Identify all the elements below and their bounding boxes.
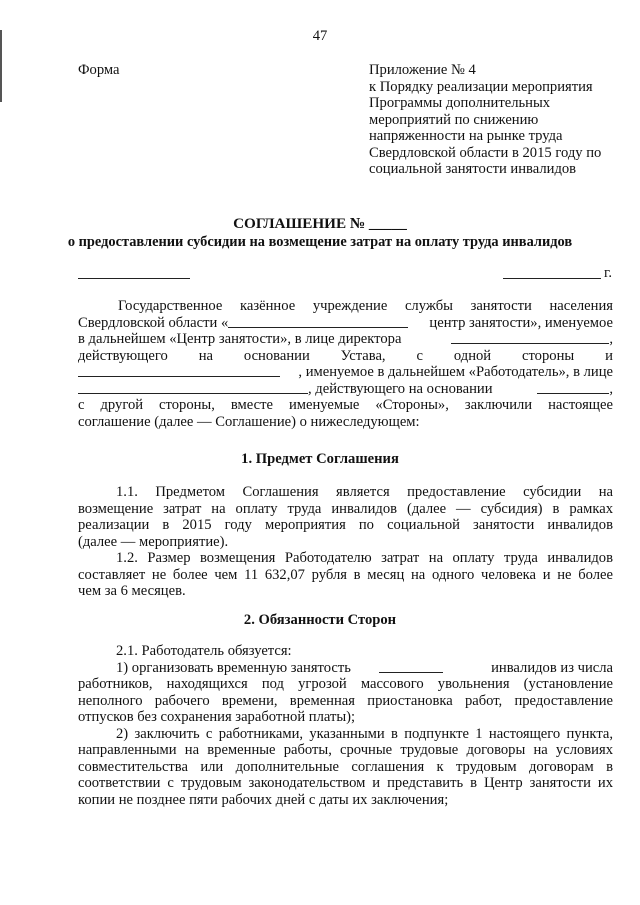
appendix-line: напряженности на рынке труда bbox=[369, 128, 563, 144]
section-1-line: (далее — мероприятие). bbox=[78, 533, 229, 550]
date-suffix: г. bbox=[604, 265, 612, 281]
intro-paragraph bbox=[78, 298, 613, 430]
date-blank bbox=[503, 262, 601, 279]
intro-word: действующего bbox=[78, 347, 168, 364]
section-2-line: 2) заключить с работниками, указанными в подпункте 1 настоящего пункта, bbox=[116, 725, 613, 742]
intro-line-6 bbox=[78, 381, 613, 398]
basis-blank bbox=[537, 381, 609, 394]
section-2-heading: 2. Обязанности Сторон bbox=[243, 612, 397, 628]
director-name-blank bbox=[451, 331, 609, 344]
section-1-line: 1.2. Размер возмещения Работодателю затрат на оплату труда инвалидов bbox=[116, 550, 613, 566]
section-2-text: 1) организовать временную занятость bbox=[116, 659, 351, 676]
intro-text: Свердловской области « bbox=[78, 314, 229, 331]
section-2-line: копии не позднее пяти рабочих дней с даты их заключения; bbox=[78, 791, 449, 808]
intro-line-5 bbox=[78, 364, 613, 381]
intro-line-7: с другой стороны, вместе именуемые «Стороны», заключили настоящее bbox=[78, 397, 613, 413]
section-1-heading: 1. Предмет Соглашения bbox=[241, 451, 399, 467]
section-2-line: направленными на временные работы, срочные трудовые договоры на условиях bbox=[78, 742, 613, 758]
intro-word: стороны bbox=[522, 347, 575, 364]
representative-blank bbox=[78, 381, 308, 394]
section-1-line: реализации в 2015 году мероприятия по социальной занятости инвалидов bbox=[78, 517, 613, 533]
section-1-line: чем за 6 месяцев. bbox=[78, 583, 186, 599]
section-2-body bbox=[78, 643, 613, 808]
intro-word: с bbox=[416, 347, 423, 364]
intro-text: , действующего на основании bbox=[308, 380, 493, 397]
intro-word: и bbox=[605, 347, 613, 364]
intro-word: на bbox=[198, 347, 213, 364]
page-number: 47 bbox=[312, 28, 328, 44]
intro-line-4 bbox=[78, 348, 613, 365]
intro-text: центр занятости», именуемое bbox=[429, 314, 613, 331]
section-2-line: соответствии с трудовым законодательством и представить в Центр занятости их bbox=[78, 775, 613, 791]
appendix-line: к Порядку реализации мероприятия bbox=[369, 78, 593, 95]
intro-line-1: Государственное казённое учреждение службы занятости населения bbox=[118, 298, 613, 314]
section-1-line: возмещение затрат на оплату труда инвалидов (далее — субсидия) в рамках bbox=[78, 500, 613, 517]
intro-comma: , bbox=[609, 331, 613, 347]
section-2-line: неполного рабочего времени, временная приостановка работ, предоставление bbox=[78, 692, 613, 709]
appendix-block bbox=[369, 62, 631, 178]
intro-line-2 bbox=[78, 315, 613, 332]
intro-text: , именуемое в дальнейшем «Работодатель», в лице bbox=[298, 364, 613, 380]
agreement-subtitle: о предоставлении субсидии на возмещение затрат на оплату труда инвалидов bbox=[67, 234, 573, 250]
appendix-line: Свердловской области в 2015 году по bbox=[369, 144, 602, 161]
center-name-blank bbox=[228, 315, 408, 328]
section-1-line: 1.1. Предметом Соглашения является предоставление субсидии на bbox=[116, 484, 613, 500]
appendix-line: Программы дополнительных bbox=[369, 95, 551, 111]
section-2-text: инвалидов из числа bbox=[491, 659, 613, 676]
place-blank bbox=[78, 262, 190, 279]
agreement-title: СОГЛАШЕНИЕ № _____ bbox=[233, 215, 407, 232]
section-2-line: совместительства или дополнительные соглашения к трудовым договорам в bbox=[78, 758, 613, 775]
intro-word: одной bbox=[453, 347, 492, 364]
form-label: Форма bbox=[78, 62, 120, 78]
section-2-line: отпусков без сохранения заработной платы); bbox=[78, 709, 356, 725]
employer-name-blank bbox=[78, 364, 280, 377]
intro-word: Устава, bbox=[340, 347, 386, 364]
intro-line-3 bbox=[78, 331, 613, 348]
section-1-line: составляет не более чем 11 632,07 рубля в месяц на одного человека и не более bbox=[78, 566, 613, 583]
appendix-line: социальной занятости инвалидов bbox=[369, 161, 577, 177]
intro-text: в дальнейшем «Центр занятости», в лице директора bbox=[78, 331, 402, 347]
disabled-count-blank bbox=[379, 660, 443, 673]
section-2-item-1-first bbox=[78, 660, 613, 677]
appendix-line: Приложение № 4 bbox=[369, 62, 476, 78]
intro-line-8: соглашение (далее — Соглашение) о нижеследующем: bbox=[78, 413, 420, 430]
section-1-body bbox=[78, 484, 613, 600]
section-2-line: 2.1. Работодатель обязуется: bbox=[116, 643, 292, 659]
intro-comma: , bbox=[609, 380, 613, 397]
appendix-line: мероприятий по снижению bbox=[369, 111, 539, 128]
section-2-line: работников, находящихся под угрозой массового увольнения (установление bbox=[78, 676, 613, 692]
intro-word: основании bbox=[243, 347, 310, 364]
